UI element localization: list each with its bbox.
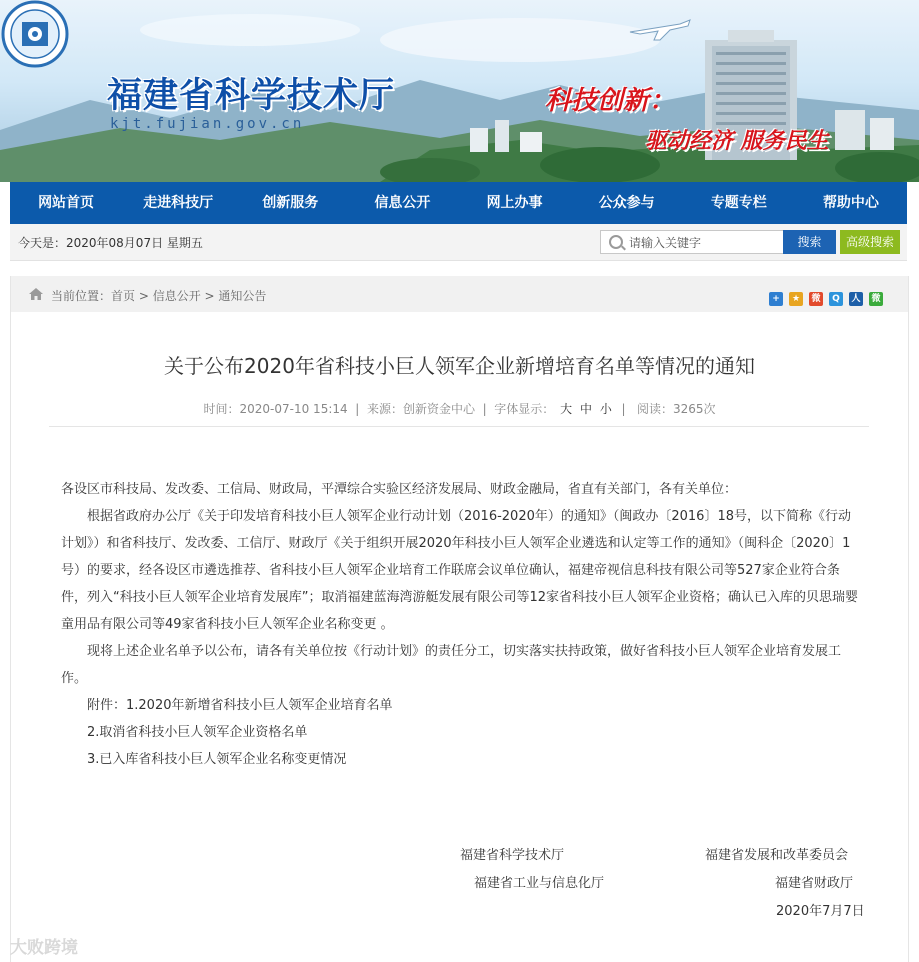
signature-right1: 福建省发展和改革委员会: [705, 848, 849, 863]
qzone-share-icon[interactable]: Q: [829, 292, 843, 306]
province-logo: [0, 0, 70, 68]
breadcrumb-sep: >: [200, 289, 219, 303]
nav-innovation-service[interactable]: 创新服务: [262, 195, 319, 211]
paragraph-1: 根据省政府办公厅《关于印发培育科技小巨人领军企业行动计划（2016-2020年）的通知》（闽政办〔2016〕18号，以下简称《行动计划》）和省科技厅、发改委、工信厅、财政厅《关于组织开展2020年科技小巨人领军企业遴选和认定等工作的通知》（闽科企〔2020〕1号）的要求，经各设区市遴选推荐、省科技小巨人领军企业培育工作联席会议单位确认，福建帝视信息科技有限公司等527家企业符合条件，列入“科技小巨人领军企业培育发展库”；取消福建蓝海湾游艇发展有限公司等12家省科技小巨人领军企业资格；确认已入库的贝思瑞婴童用品有限公司等49家省科技小巨人领军企业名称变更 。: [61, 509, 859, 632]
font-small-button[interactable]: 小: [599, 402, 612, 416]
breadcrumb-sep: >: [135, 289, 153, 303]
wechat-share-icon[interactable]: 微: [869, 292, 883, 306]
search-input[interactable]: [627, 233, 781, 253]
star-share-icon[interactable]: ★: [789, 292, 803, 306]
site-title: 福建省科学技术厅: [107, 75, 396, 116]
breadcrumb-bar: [11, 276, 908, 312]
weibo-share-icon[interactable]: 微: [809, 292, 823, 306]
search-box: [600, 230, 784, 254]
article-panel: [10, 276, 909, 962]
search-icon: [609, 235, 623, 249]
paragraph-2: 现将上述企业名单予以公布，请各有关单位按《行动计划》的责任分工，切实落实扶持政策，做好省科技小巨人领军企业培育发展工作。: [61, 644, 842, 686]
publish-time: 时间：2020-07-10 15:14: [203, 402, 348, 416]
nav-info-disclosure[interactable]: 信息公开: [374, 195, 431, 211]
date-search-bar: [10, 224, 907, 261]
nav-home[interactable]: 网站首页: [38, 195, 95, 211]
signature-left1: 福建省科学技术厅: [460, 848, 565, 863]
site-banner: [0, 0, 919, 182]
plus-share-icon[interactable]: +: [769, 292, 783, 306]
advanced-search-button[interactable]: 高级搜索: [840, 230, 900, 254]
breadcrumb-prefix: 当前位置：: [51, 289, 112, 303]
main-nav: [10, 182, 907, 224]
renren-share-icon[interactable]: 人: [849, 292, 863, 306]
article-source: 来源：创新资金中心: [366, 402, 475, 416]
nav-help[interactable]: 帮助中心: [822, 195, 879, 211]
share-toolbar: [769, 292, 883, 306]
watermark: 大败跨境: [10, 938, 78, 958]
nav-public-participation[interactable]: 公众参与: [598, 195, 655, 211]
home-icon: [29, 288, 43, 300]
nav-about[interactable]: 走进科技厅: [143, 195, 214, 211]
slogan-line1: 科技创新：: [545, 86, 676, 116]
signature-left2: 福建省工业与信息化厅: [474, 876, 605, 891]
attachment-1[interactable]: 附件：1.2020年新增省科技小巨人领军企业培育名单: [87, 698, 393, 713]
breadcrumb-home[interactable]: 首页: [111, 289, 136, 303]
view-count: 阅读：3265次: [636, 402, 716, 416]
attachment-2[interactable]: 2.取消省科技小巨人领军企业资格名单: [87, 725, 308, 740]
breadcrumb-notices[interactable]: 通知公告: [218, 289, 267, 303]
slogan-line2: 驱动经济 服务民生: [645, 128, 829, 154]
attachment-3[interactable]: 3.已入库省科技小巨人领军企业名称变更情况: [87, 752, 347, 767]
article-meta: 时间：2020-07-10 15:14 | 来源：创新资金中心 | 字体显示： 大 中 小 | 阅读：3265次: [203, 402, 716, 416]
salutation: 各设区市科技局、发改委、工信局、财政局，平潭综合实验区经济发展局、财政金融局，省直有关部门，各有关单位：: [61, 482, 738, 497]
article-body: [61, 476, 861, 773]
title-divider: [49, 426, 869, 427]
signature-right2: 福建省财政厅: [775, 876, 854, 891]
font-medium-button[interactable]: 中: [579, 402, 592, 416]
site-domain: kjt.fujian.gov.cn: [110, 116, 305, 132]
breadcrumb: [51, 287, 266, 304]
font-large-button[interactable]: 大: [560, 402, 573, 416]
signature-date: 2020年7月7日: [776, 904, 865, 919]
today-date: 今天是：2020年08月07日 星期五: [18, 236, 203, 250]
nav-special-topics[interactable]: 专题专栏: [710, 195, 767, 211]
breadcrumb-info-disclosure[interactable]: 信息公开: [152, 289, 201, 303]
article-title: 关于公布2020年省科技小巨人领军企业新增培育名单等情况的通知: [164, 354, 755, 378]
font-size-label: 字体显示：: [494, 402, 555, 416]
nav-online-service[interactable]: 网上办事: [486, 195, 543, 211]
search-button[interactable]: 搜索: [783, 230, 836, 254]
